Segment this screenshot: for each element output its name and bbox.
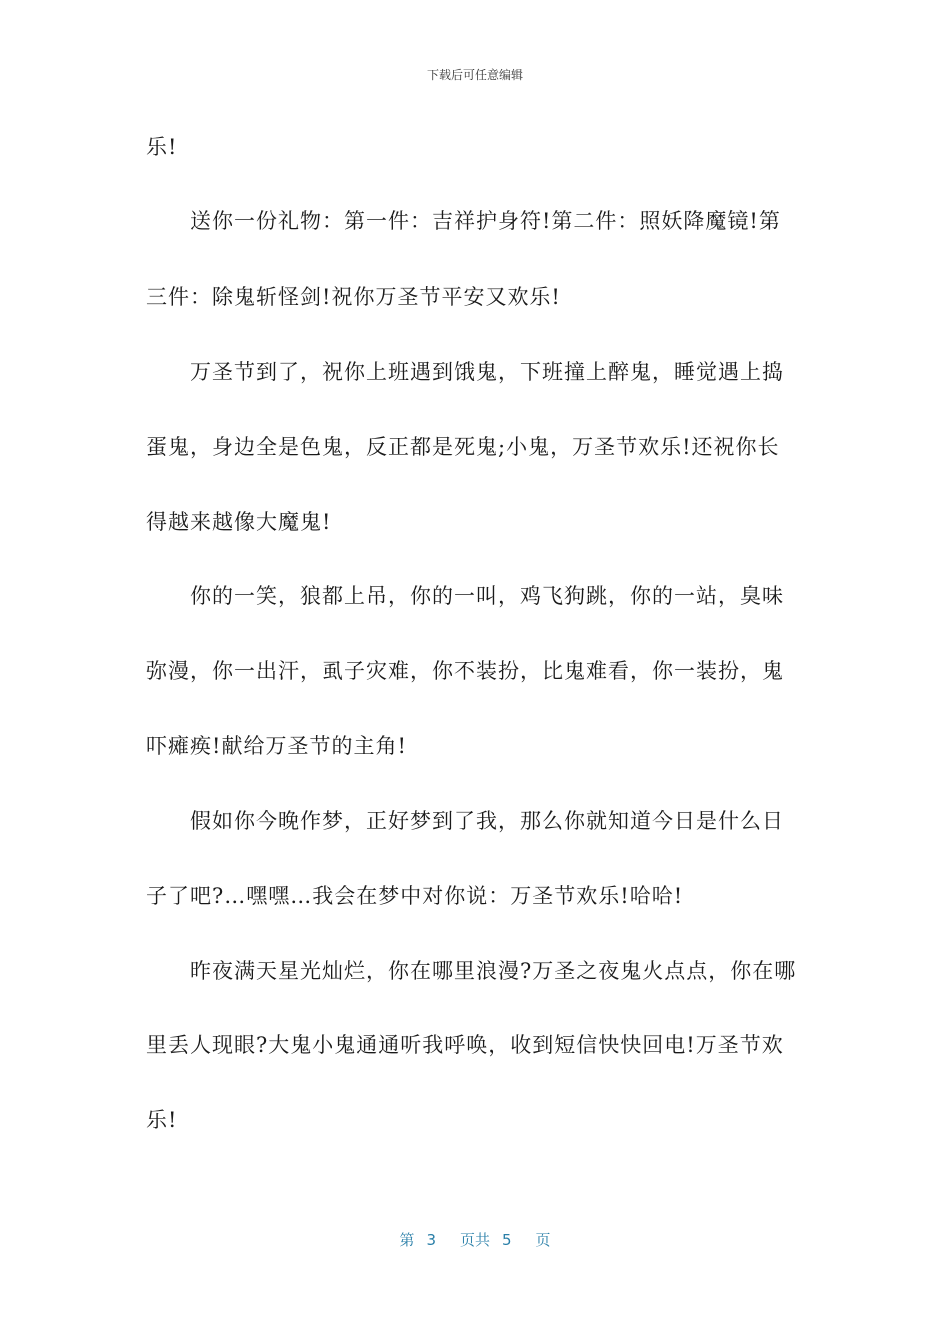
footer-middle: 页共 [459, 1231, 490, 1249]
text-line: 假如你今晚作梦，正好梦到了我，那么你就知道今日是什么日 [190, 809, 784, 833]
text-line: 三件：除鬼斩怪剑!祝你万圣节平安又欢乐! [146, 285, 561, 309]
text-line: 乐! [146, 135, 178, 159]
text-line: 得越来越像大魔鬼! [146, 510, 332, 534]
page-header: 下载后可任意编辑 [426, 68, 523, 82]
text-line: 子了吧?…嘿嘿…我会在梦中对你说：万圣节欢乐!哈哈! [146, 884, 684, 908]
page-footer [0, 1229, 950, 1250]
footer-suffix: 页 [535, 1231, 551, 1249]
text-line: 昨夜满天星光灿烂，你在哪里浪漫?万圣之夜鬼火点点，你在哪 [190, 959, 797, 983]
text-line: 你的一笑，狼都上吊，你的一叫，鸡飞狗跳，你的一站，臭味 [190, 584, 784, 608]
text-line: 弥漫，你一出汗，虱子灾难，你不装扮，比鬼难看，你一装扮，鬼 [146, 659, 784, 683]
current-page-number: 3 [426, 1231, 436, 1249]
text-line: 里丢人现眼?大鬼小鬼通通听我呼唤，收到短信快快回电!万圣节欢 [146, 1033, 784, 1057]
footer-prefix: 第 [399, 1231, 415, 1249]
text-line: 吓瘫痪!献给万圣节的主角! [146, 734, 407, 758]
text-line: 万圣节到了，祝你上班遇到饿鬼，下班撞上醉鬼，睡觉遇上捣 [190, 360, 784, 384]
total-pages-number: 5 [502, 1231, 512, 1249]
text-line: 蛋鬼，身边全是色鬼，反正都是死鬼;小鬼，万圣节欢乐!还祝你长 [146, 435, 780, 459]
text-line: 送你一份礼物：第一件：吉祥护身符!第二件：照妖降魔镜!第 [190, 209, 781, 233]
text-line: 乐! [146, 1108, 178, 1132]
